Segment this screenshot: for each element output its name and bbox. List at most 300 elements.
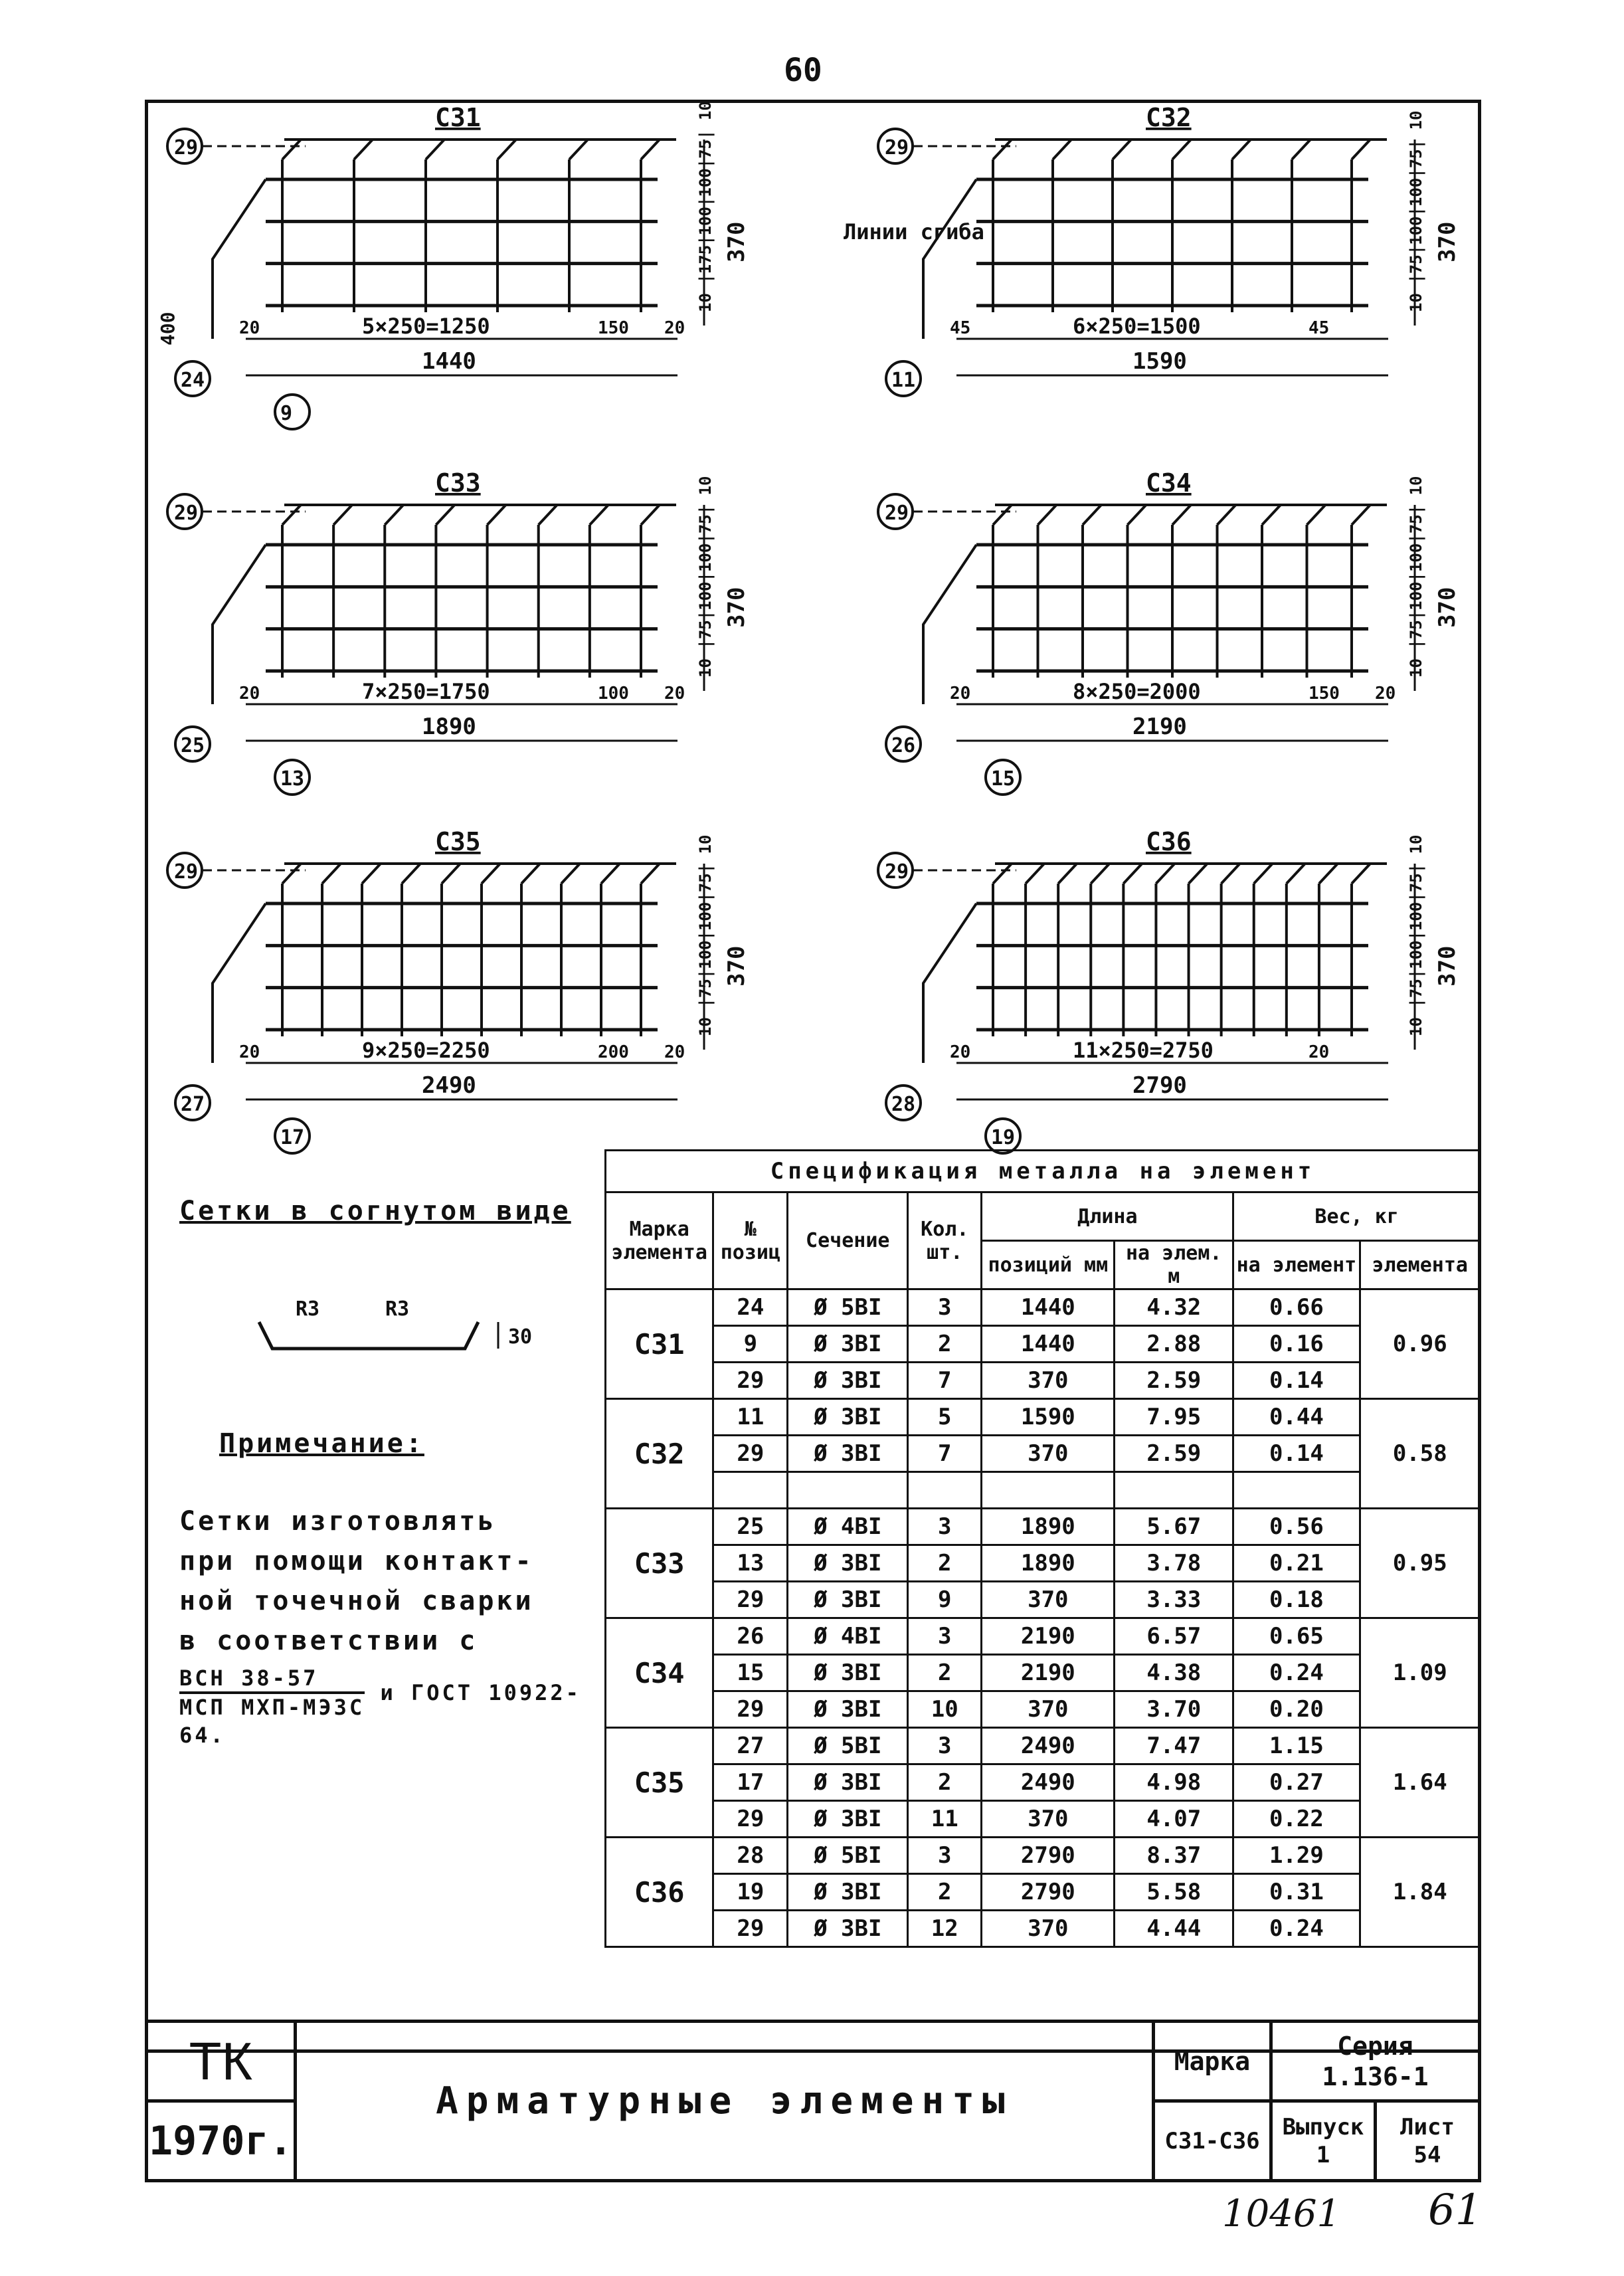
spec-cell-lenel: 4.07 [1115,1801,1233,1838]
bent-bar-end [1232,140,1251,159]
vertical-dimension-height: 370 [723,221,750,262]
spec-cell-pos: 26 [713,1618,788,1655]
spec-cell-len: 370 [982,1911,1115,1947]
spec-cell-qty: 7 [908,1436,982,1472]
bent-bar-end [1254,864,1273,884]
spec-cell-qty: 3 [908,1509,982,1545]
bent-bar-end [385,505,403,525]
position-marker-label: 29 [174,860,199,884]
spec-header-section: Сечение [788,1192,908,1289]
table-row [606,1326,1481,1363]
note-ref-gost: и ГОСТ 10922-64. [179,1680,581,1748]
position-marker-label: 28 [891,1093,916,1116]
position-marker-label: 29 [885,860,909,884]
spec-cell-qty: 3 [908,1838,982,1874]
bent-bar-end [641,505,660,525]
bent-mesh-sketch [246,1295,545,1375]
spec-cell-sec: Ø 3ВI [788,1326,908,1363]
title-block-org: ТК [147,2022,296,2101]
position-marker-label: 29 [885,502,909,525]
spec-cell-len: 1590 [982,1399,1115,1436]
title-block-title: Арматурные элементы [295,2022,1153,2181]
spec-cell-w: 0.20 [1233,1691,1360,1728]
spec-mark-cell: С33 [606,1509,713,1618]
spec-cell-w: 0.66 [1233,1289,1360,1326]
spec-cell-lenel: 7.95 [1115,1399,1233,1436]
spec-cell-len: 370 [982,1582,1115,1618]
spec-mark-cell: С34 [606,1618,713,1728]
spec-cell-pos: 11 [713,1399,788,1436]
dimension-right: 45 [1308,318,1330,338]
table-row [606,1399,1481,1436]
spec-cell-sec: Ø 3ВI [788,1764,908,1801]
bent-bar-end [641,864,660,884]
bent-bar-end [1292,140,1310,159]
note-text [179,1501,604,1749]
dimension-right: 150 [598,318,629,338]
bent-bar-end [1172,505,1191,525]
dimension-left: 20 [239,1042,260,1062]
table-row [606,1509,1481,1545]
spec-cell-sec: Ø 4ВI [788,1509,908,1545]
table-row [606,1363,1481,1399]
note-line-2: при помощи контакт- [179,1546,534,1576]
spec-cell-w: 0.22 [1233,1801,1360,1838]
spec-cell-w: 0.14 [1233,1363,1360,1399]
vertical-dimension-height: 370 [723,945,750,987]
spec-cell-qty: 7 [908,1363,982,1399]
table-row [606,1764,1481,1801]
spec-cell-qty: 2 [908,1545,982,1582]
spec-cell-sec [788,1472,908,1509]
title-block-issue [1271,2101,1376,2181]
spec-cell-pos: 25 [713,1509,788,1545]
mesh-mark-title: С33 [435,468,481,498]
bent-bar-end [333,505,352,525]
spec-cell-lenel: 2.59 [1115,1436,1233,1472]
table-row [606,1436,1481,1472]
spec-cell-qty: 5 [908,1399,982,1436]
position-marker-label: 26 [891,734,916,757]
title-block-sheet [1376,2101,1480,2181]
spec-cell-lenel: 3.33 [1115,1582,1233,1618]
spec-cell-pos: 17 [713,1764,788,1801]
spec-total-weight-cell: 1.64 [1360,1728,1480,1838]
spec-title: Спецификация металла на элемент [606,1151,1481,1192]
spec-cell-sec: Ø 3ВI [788,1582,908,1618]
bent-bar-end [1123,864,1142,884]
table-row [606,1911,1481,1947]
bent-radius-left: R3 [296,1297,320,1321]
spec-cell-lenel: 2.59 [1115,1363,1233,1399]
spec-cell-lenel: 8.37 [1115,1838,1233,1874]
spec-cell-len: 370 [982,1436,1115,1472]
spec-cell-len: 2790 [982,1838,1115,1874]
dimension-end: 20 [664,1042,685,1062]
mesh-mark-title: С34 [1146,468,1192,498]
spec-cell-lenel: 4.38 [1115,1655,1233,1691]
spec-cell-w: 0.44 [1233,1399,1360,1436]
bend-perspective-line [213,179,266,339]
spec-cell-lenel: 3.70 [1115,1691,1233,1728]
spec-cell-w: 1.15 [1233,1728,1360,1764]
dimension-right: 200 [598,1042,629,1062]
bent-bar-end [1352,505,1370,525]
dimension-right: 150 [1308,684,1340,704]
bent-bar-end [1113,140,1131,159]
spec-cell-len: 2490 [982,1764,1115,1801]
spec-cell-len: 2190 [982,1655,1115,1691]
vertical-dimension-parts: 10 |75|100|100|75| 10 [696,834,715,1036]
spec-cell-len: 370 [982,1363,1115,1399]
position-marker-label: 15 [991,767,1016,791]
position-marker-label: 29 [174,502,199,525]
spec-cell-len: 1440 [982,1289,1115,1326]
position-marker-label: 19 [991,1126,1016,1149]
spec-cell-pos: 27 [713,1728,788,1764]
spec-mark-cell: С32 [606,1399,713,1509]
bent-bar-end [402,864,420,884]
bend-perspective-line [213,903,266,1063]
spec-cell-qty: 12 [908,1911,982,1947]
position-marker-label: 9 [280,402,293,425]
sheet-label: Лист [1400,2113,1455,2140]
spec-cell-qty: 3 [908,1618,982,1655]
spec-mark-cell: С35 [606,1728,713,1838]
spec-cell-pos: 29 [713,1911,788,1947]
bent-bar-end [1352,140,1370,159]
table-row [606,1289,1481,1326]
spec-cell-sec: Ø 3ВI [788,1874,908,1911]
spec-cell-qty: 2 [908,1764,982,1801]
table-row [606,1728,1481,1764]
bent-bar-end [322,864,341,884]
bent-bar-end [1172,140,1191,159]
vertical-dimension-height: 370 [1434,221,1461,262]
stamp-archive-number: 10461 [1222,2192,1341,2235]
series-value: 1.136-1 [1322,2061,1429,2091]
spec-mark-cell: С36 [606,1838,713,1947]
spec-cell-len: 2490 [982,1728,1115,1764]
spec-cell-lenel: 5.67 [1115,1509,1233,1545]
spec-cell-sec: Ø 3ВI [788,1691,908,1728]
dimension-end: 20 [664,318,685,338]
dimension-total: 1890 [422,713,476,740]
dimension-main: 7×250=1750 [362,679,490,704]
spec-cell-pos: 15 [713,1655,788,1691]
position-marker-label: 27 [181,1093,205,1116]
dimension-end: 20 [664,684,685,704]
spec-header-length: Длина [982,1192,1233,1241]
spec-cell-pos: 29 [713,1582,788,1618]
vertical-dimension-parts: 10 |75|100|100|75| 10 [1407,110,1425,312]
bend-perspective-line [213,545,266,704]
bent-bar-end [1156,864,1174,884]
table-row [606,1618,1481,1655]
spec-cell-lenel [1115,1472,1233,1509]
bent-bar-end [1221,864,1240,884]
bent-height-dim: 30 [508,1325,533,1349]
table-row [606,1582,1481,1618]
spec-cell-w: 1.29 [1233,1838,1360,1874]
spec-cell-len: 1890 [982,1545,1115,1582]
specification-table [604,1149,1481,1948]
position-marker-label: 17 [280,1126,305,1149]
spec-cell-lenel: 4.98 [1115,1764,1233,1801]
sheet-value: 54 [1413,2141,1441,2168]
spec-cell-lenel: 5.58 [1115,1874,1233,1911]
spec-header-weight-elem: на элемент [1233,1241,1360,1289]
table-row [606,1472,1481,1509]
bent-bar-end [601,864,620,884]
dimension-left: 20 [950,684,971,704]
vertical-dimension-parts: 10 |75|100|100|75| 10 [1407,476,1425,678]
position-marker-label: 29 [885,136,909,159]
spec-cell-lenel: 4.32 [1115,1289,1233,1326]
dimension-total: 2490 [422,1072,476,1099]
bent-bar-end [488,505,506,525]
spec-cell-qty [908,1472,982,1509]
spec-cell-sec: Ø 3ВI [788,1655,908,1691]
dimension-left: 20 [239,684,260,704]
position-marker-label: 24 [181,369,205,392]
bent-bar-end [569,140,588,159]
spec-total-weight-cell: 0.58 [1360,1399,1480,1509]
spec-cell-pos: 29 [713,1691,788,1728]
note-reference [179,1665,604,1749]
spec-cell-w: 0.65 [1233,1618,1360,1655]
bent-bar-end [436,505,454,525]
note-ref-top: ВСН 38-57 [179,1665,365,1694]
dimension-main: 8×250=2000 [1073,679,1201,704]
page-number: 60 [784,52,822,89]
spec-cell-pos: 9 [713,1326,788,1363]
spec-header-mark: Марка элемента [606,1192,713,1289]
position-marker-label: 13 [280,767,305,791]
spec-cell-lenel: 4.44 [1115,1911,1233,1947]
title-block [145,2020,1481,2182]
spec-cell-w: 0.21 [1233,1545,1360,1582]
spec-cell-sec: Ø 4ВI [788,1618,908,1655]
spec-cell-pos: 24 [713,1289,788,1326]
dimension-end: 20 [1375,684,1396,704]
spec-cell-lenel: 6.57 [1115,1618,1233,1655]
dimension-left: 20 [239,318,260,338]
note-line-4: в соответствии с [179,1626,478,1656]
bent-bar-end [1287,864,1305,884]
vertical-dimension-height: 370 [1434,587,1461,628]
title-block-series [1271,2022,1480,2101]
note-title: Примечание: [219,1428,424,1459]
issue-label: Выпуск [1282,2113,1364,2140]
spec-cell-len: 1440 [982,1326,1115,1363]
spec-cell-pos: 29 [713,1801,788,1838]
table-row [606,1545,1481,1582]
spec-cell-pos: 13 [713,1545,788,1582]
title-block-year: 1970г. [147,2101,296,2181]
spec-cell-qty: 10 [908,1691,982,1728]
position-marker-label: 11 [891,369,916,392]
spec-cell-w: 0.18 [1233,1582,1360,1618]
spec-cell-pos: 28 [713,1838,788,1874]
bend-perspective-line [923,903,976,1063]
spec-header-length-pos: позиций мм [982,1241,1115,1289]
bent-bar-end [282,505,301,525]
spec-total-weight-cell: 1.09 [1360,1618,1480,1728]
dimension-main: 5×250=1250 [362,314,490,339]
table-row [606,1801,1481,1838]
bent-bar-end [539,505,557,525]
spec-header-weight-total: элемента [1360,1241,1480,1289]
spec-cell-w: 0.24 [1233,1911,1360,1947]
bent-bar-end [426,140,444,159]
bent-bar-end [1319,864,1338,884]
spec-cell-lenel: 2.88 [1115,1326,1233,1363]
spec-cell-len: 2790 [982,1874,1115,1911]
issue-value: 1 [1316,2141,1330,2168]
spec-mark-cell: С31 [606,1289,713,1399]
bent-bar-end [1128,505,1146,525]
note-line-1: Сетки изготовлять [179,1506,497,1537]
dimension-main: 11×250=2750 [1073,1038,1214,1063]
spec-cell-len: 370 [982,1691,1115,1728]
bend-perspective-line [923,179,976,339]
bent-bar-end [993,864,1012,884]
bent-bar-end [1189,864,1208,884]
bent-bar-end [1307,505,1326,525]
bent-view-title: Сетки в согнутом виде [179,1196,571,1226]
dimension-total: 2790 [1132,1072,1187,1099]
mesh-mark-title: С36 [1146,827,1192,856]
position-marker-label: 29 [174,136,199,159]
spec-cell-qty: 3 [908,1728,982,1764]
spec-cell-w: 0.16 [1233,1326,1360,1363]
spec-cell-pos [713,1472,788,1509]
position-marker-label: 25 [181,734,205,757]
dimension-left: 20 [950,1042,971,1062]
vertical-dimension-parts: 10 |75|100|100|75| 10 [1407,834,1425,1036]
spec-cell-len [982,1472,1115,1509]
spec-cell-lenel: 7.47 [1115,1728,1233,1764]
spec-cell-w [1233,1472,1360,1509]
spec-cell-sec: Ø 5ВI [788,1289,908,1326]
note-line-3: ной точечной сварки [179,1586,534,1616]
bent-bar-end [362,864,381,884]
spec-cell-w: 0.14 [1233,1436,1360,1472]
bent-radius-right: R3 [385,1297,410,1321]
dimension-main: 9×250=2250 [362,1038,490,1063]
spec-cell-w: 0.31 [1233,1874,1360,1911]
spec-cell-qty: 2 [908,1655,982,1691]
spec-cell-sec: Ø 5ВI [788,1728,908,1764]
bent-bar-end [521,864,540,884]
bent-bar-end [641,140,660,159]
bent-bar-end [1262,505,1281,525]
spec-cell-sec: Ø 3ВI [788,1363,908,1399]
spec-cell-sec: Ø 3ВI [788,1801,908,1838]
spec-header-qty: Кол. шт. [908,1192,982,1289]
note-ref-bottom: МСП МХП-МЭЗС [179,1695,365,1720]
spec-total-weight-cell: 1.84 [1360,1838,1480,1947]
stamp-page-number: 61 [1428,2186,1483,2235]
spec-cell-len: 1890 [982,1509,1115,1545]
bent-bar-end [1091,864,1109,884]
mesh-mark-title: С32 [1146,103,1192,132]
bent-bar-end [993,505,1012,525]
spec-total-weight-cell: 0.96 [1360,1289,1480,1399]
dimension-total: 1590 [1132,348,1187,375]
spec-cell-pos: 29 [713,1363,788,1399]
spec-cell-sec: Ø 3ВI [788,1911,908,1947]
bent-bar-end [282,864,301,884]
series-label: Серия [1337,2031,1413,2061]
spec-cell-qty: 2 [908,1326,982,1363]
bend-lines-label: Линии сгиба [844,219,984,244]
spec-cell-sec: Ø 3ВI [788,1545,908,1582]
bent-bar-end [1038,505,1057,525]
bent-bar-end [497,140,516,159]
dimension-total: 2190 [1132,713,1187,740]
spec-cell-w: 0.56 [1233,1509,1360,1545]
dimension-main: 6×250=1500 [1073,314,1201,339]
spec-cell-lenel: 3.78 [1115,1545,1233,1582]
spec-header-pos: № позиц [713,1192,788,1289]
bent-bar-end [482,864,500,884]
bent-bar-end [1026,864,1044,884]
vertical-dimension-height: 370 [1434,945,1461,987]
bent-bar-end [561,864,580,884]
bent-bar-end [354,140,373,159]
spec-cell-pos: 29 [713,1436,788,1472]
title-block-mark-label: Марка [1154,2022,1271,2101]
spec-cell-sec: Ø 3ВI [788,1399,908,1436]
spec-cell-sec: Ø 3ВI [788,1436,908,1472]
bent-bar-end [1053,140,1071,159]
bent-bar-end [442,864,460,884]
spec-cell-w: 0.24 [1233,1655,1360,1691]
dimension-total: 1440 [422,348,476,375]
spec-cell-qty: 9 [908,1582,982,1618]
table-row [606,1838,1481,1874]
bent-bar-end [282,140,301,159]
table-row [606,1691,1481,1728]
bent-bar-end [1352,864,1370,884]
dimension-right: 20 [1308,1042,1330,1062]
vertical-dimension-height: 370 [723,587,750,628]
vertical-dimension-parts: 10 |75|100|100|75| 10 [696,476,715,678]
spec-header-weight: Вес, кг [1233,1192,1481,1241]
spec-cell-pos: 19 [713,1874,788,1911]
spec-cell-qty: 11 [908,1801,982,1838]
spec-cell-w: 0.27 [1233,1764,1360,1801]
table-row [606,1655,1481,1691]
spec-cell-qty: 3 [908,1289,982,1326]
spec-cell-len: 370 [982,1801,1115,1838]
mesh-mark-title: С35 [435,827,481,856]
dimension-right: 100 [598,684,629,704]
spec-cell-len: 2190 [982,1618,1115,1655]
mesh-mark-title: С31 [435,103,481,132]
spec-header-length-elem: на элем. м [1115,1241,1233,1289]
bent-bar-end [590,505,608,525]
bent-bar-end [1218,505,1236,525]
bend-perspective-line [923,545,976,704]
title-block-mark-value: С31-С36 [1154,2101,1271,2181]
spec-cell-qty: 2 [908,1874,982,1911]
bent-bar-end [993,140,1012,159]
spec-total-weight-cell: 0.95 [1360,1509,1480,1618]
dimension-left: 45 [950,318,971,338]
